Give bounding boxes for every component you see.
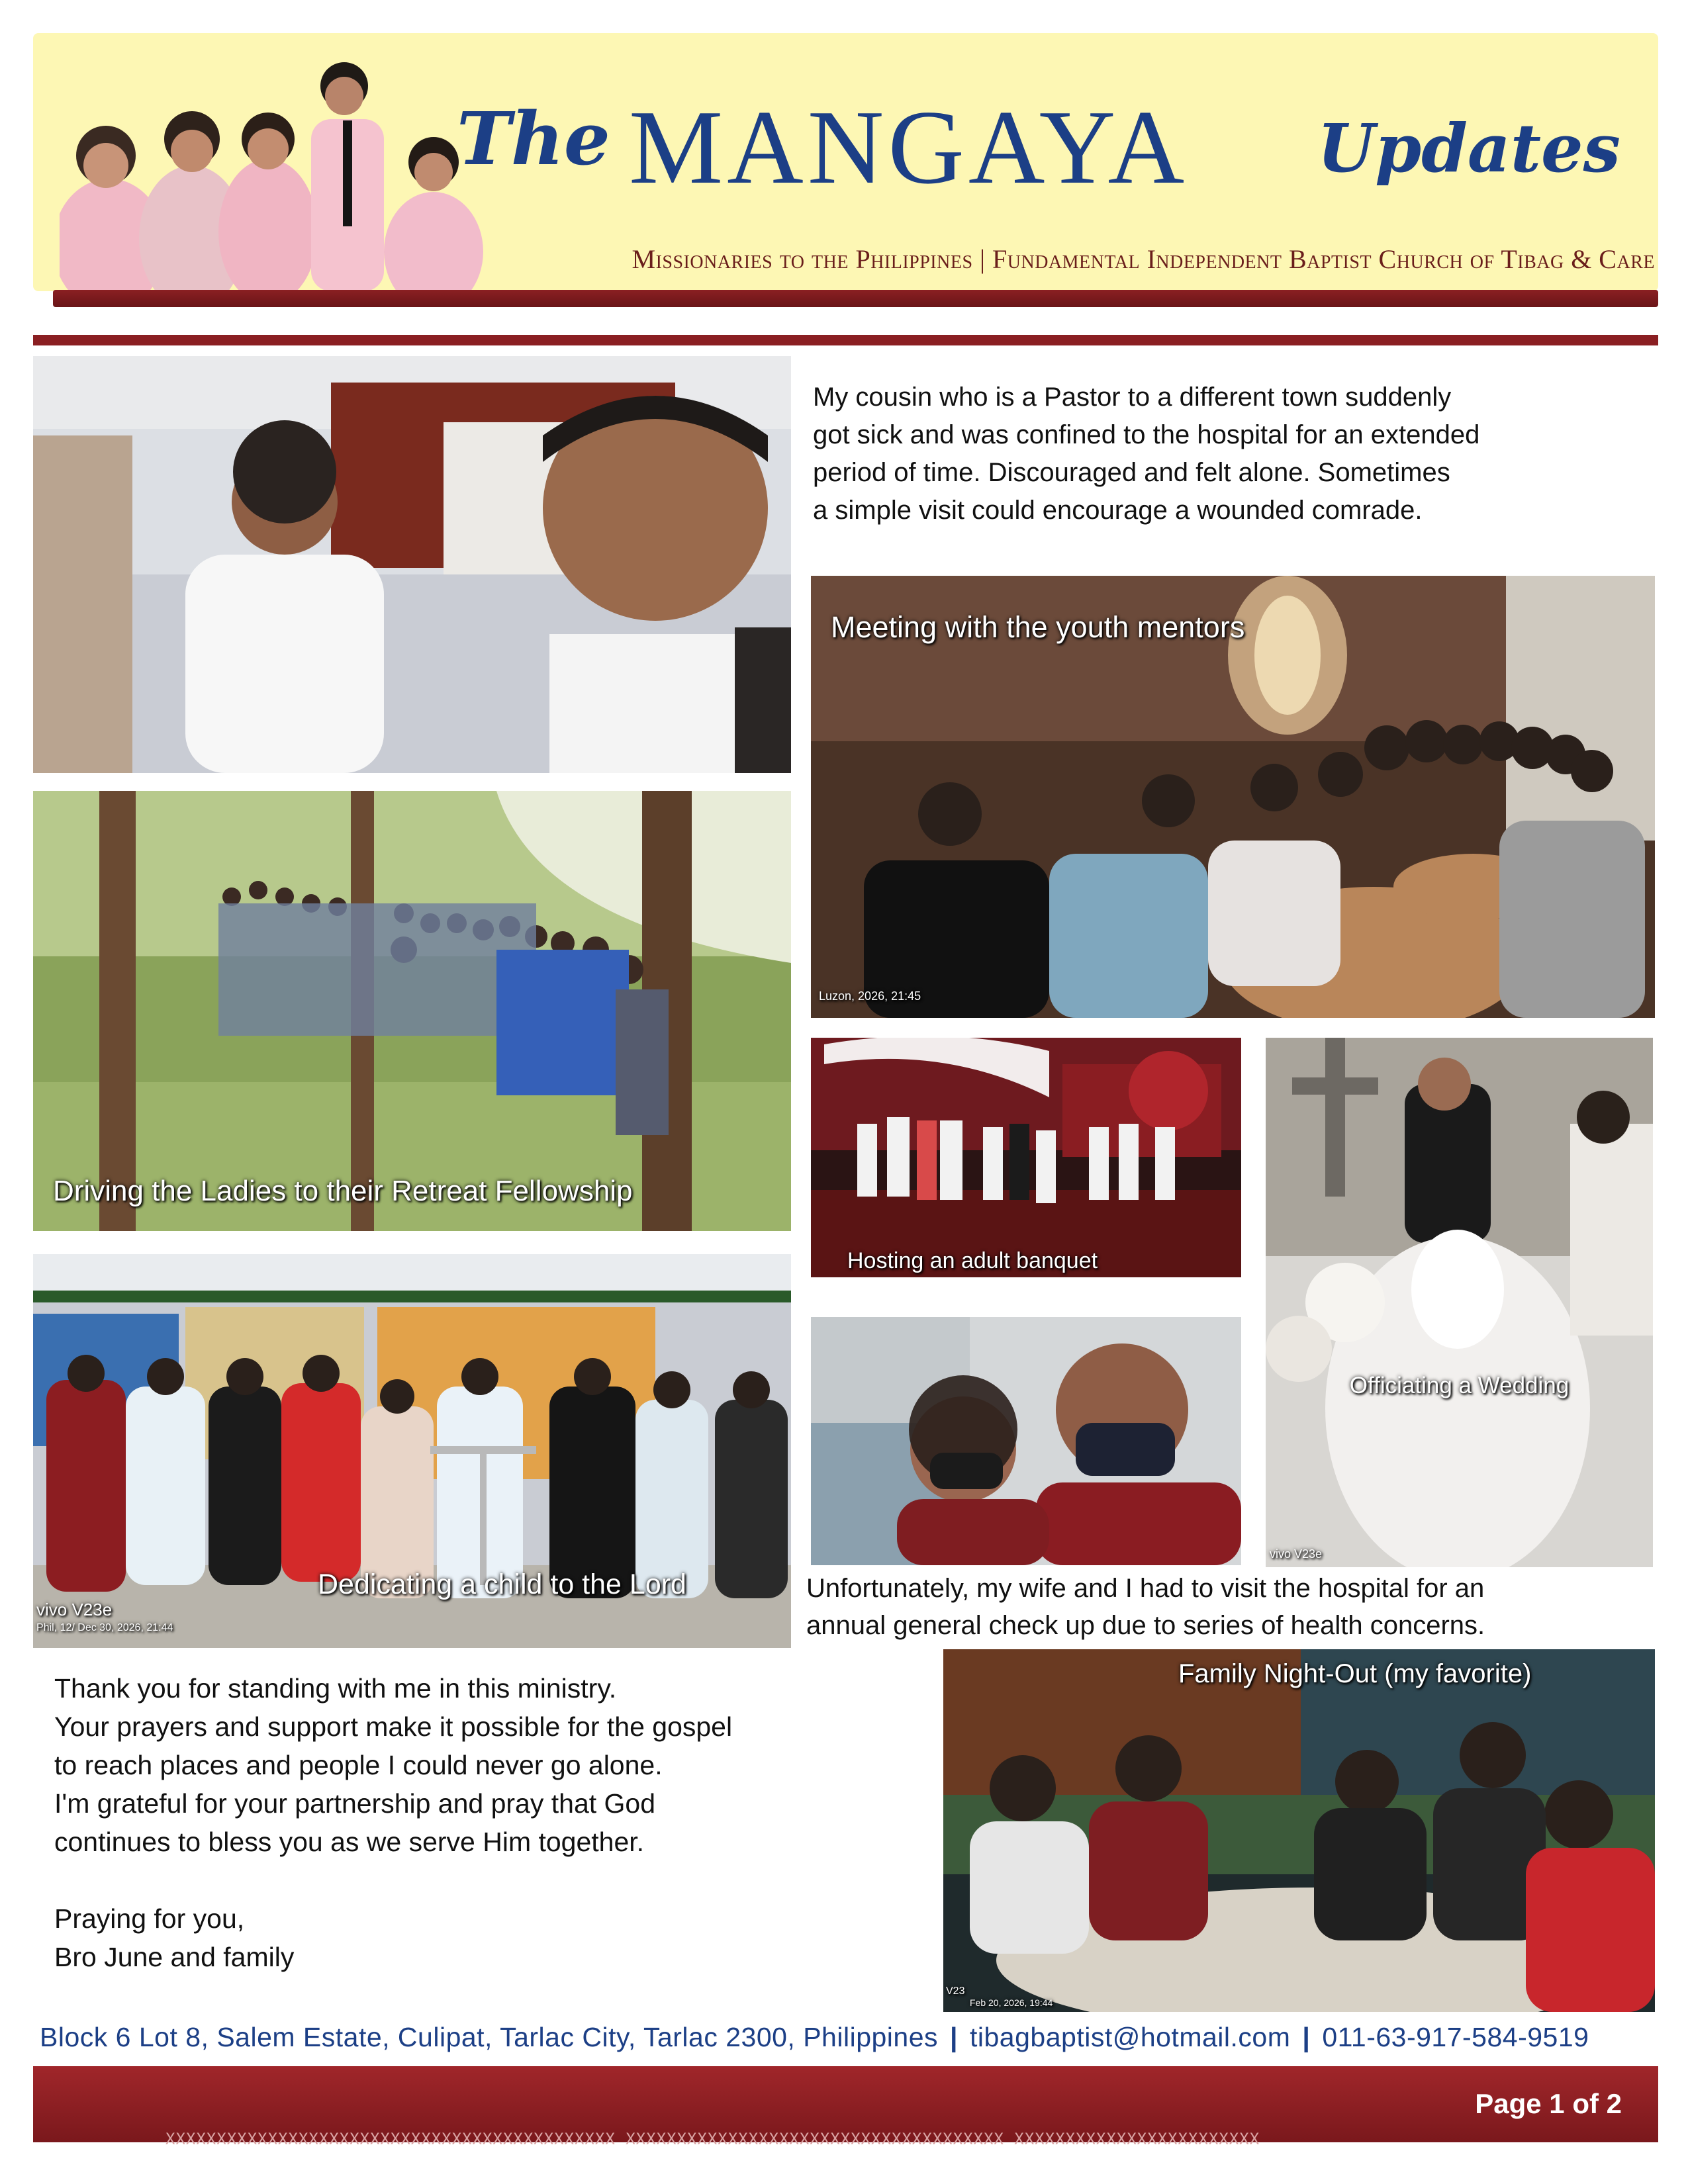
photo-adult-banquet bbox=[811, 1038, 1241, 1277]
hospital-paragraph bbox=[806, 1570, 1660, 1644]
thanks-line: Thank you for standing with me in this ministry. bbox=[54, 1673, 617, 1704]
footer-pattern: XXXXXXXXXXXXXXXXXXXXXXXXXXXXXXXXXXXXXXXXXXXX XXXXXXXXXXXXXXXXXXXXXXXXXXXXXXXXXXXXX XXXXXXXXXXXXXXXXXXXXXXXX bbox=[165, 2130, 1260, 2148]
photo-ladies-retreat bbox=[33, 791, 791, 1231]
masthead-subtitle: Missionaries to the Philippines | Fundamental Independent Baptist Church of Tibag & Care bbox=[632, 244, 1655, 274]
contact-line bbox=[40, 2022, 1655, 2053]
photo-family-night bbox=[943, 1649, 1655, 2012]
address: Block 6 Lot 8, Salem Estate, Culipat, Tarlac City, Tarlac 2300, Philippines bbox=[40, 2022, 939, 2052]
thanks-line: I'm grateful for your partnership and pray that God bbox=[54, 1788, 656, 1819]
contact-separator: | bbox=[950, 2022, 958, 2052]
photo-stamp: vivo V23e bbox=[1270, 1547, 1323, 1561]
photo-pastor-visit bbox=[33, 356, 791, 773]
caption-family: Family Night-Out (my favorite) bbox=[1178, 1659, 1532, 1688]
photo-stamp: V23 bbox=[946, 1985, 965, 1997]
closing-line: Praying for you, bbox=[54, 1903, 245, 1934]
masthead bbox=[33, 33, 1658, 291]
family-photo bbox=[60, 46, 483, 291]
intro-line: a simple visit could encourage a wounded comrade. bbox=[813, 496, 1423, 525]
intro-line: got sick and was confined to the hospital for an extended bbox=[813, 420, 1480, 449]
masthead-title-the: The bbox=[457, 96, 610, 181]
header-rule bbox=[33, 335, 1658, 345]
thanks-line: continues to bless you as we serve Him together. bbox=[54, 1827, 645, 1857]
photo-youth-mentors bbox=[811, 576, 1655, 1018]
intro-line: My cousin who is a Pastor to a different town suddenly bbox=[813, 383, 1452, 412]
caption-youth: Meeting with the youth mentors bbox=[831, 610, 1245, 644]
page-number: Page 1 of 2 bbox=[1475, 2088, 1622, 2119]
caption-wedding: Officiating a Wedding bbox=[1349, 1373, 1570, 1398]
contact-separator: | bbox=[1302, 2022, 1311, 2052]
hospital-line: annual general check up due to series of health concerns. bbox=[806, 1611, 1485, 1640]
intro-paragraph bbox=[813, 379, 1660, 529]
intro-line: period of time. Discouraged and felt alone. Sometimes bbox=[813, 458, 1450, 487]
phone-number: 011-63-917-584-9519 bbox=[1322, 2022, 1589, 2052]
signature: Bro June and family bbox=[54, 1942, 295, 1972]
masthead-red-band bbox=[53, 290, 1658, 307]
photo-child-dedication bbox=[33, 1254, 791, 1648]
photo-stamp: vivo V23e bbox=[36, 1600, 113, 1619]
photo-wedding bbox=[1266, 1038, 1653, 1567]
caption-ladies: Driving the Ladies to their Retreat Fellowship bbox=[53, 1175, 633, 1207]
photo-stamp: Luzon, 2026, 21:45 bbox=[819, 989, 921, 1003]
masthead-title: MANGAYA bbox=[629, 88, 1189, 206]
photo-hospital-visit bbox=[811, 1317, 1241, 1565]
caption-banquet: Hosting an adult banquet bbox=[847, 1248, 1098, 1273]
email-link[interactable]: tibagbaptist@hotmail.com bbox=[970, 2022, 1291, 2052]
thanks-line: Your prayers and support make it possible for the gospel bbox=[54, 1711, 733, 1742]
photo-stamp: Feb 20, 2026, 19:44 bbox=[970, 1997, 1053, 2008]
thanks-paragraph bbox=[54, 1669, 935, 1976]
caption-dedication: Dedicating a child to the Lord bbox=[318, 1569, 686, 1600]
photo-stamp: Phil, 12/ Dec 30, 2026, 21:44 bbox=[36, 1622, 173, 1633]
thanks-line: to reach places and people I could never go alone. bbox=[54, 1750, 663, 1780]
hospital-line: Unfortunately, my wife and I had to visit the hospital for an bbox=[806, 1574, 1485, 1603]
masthead-title-updates: Updates bbox=[1317, 109, 1620, 187]
